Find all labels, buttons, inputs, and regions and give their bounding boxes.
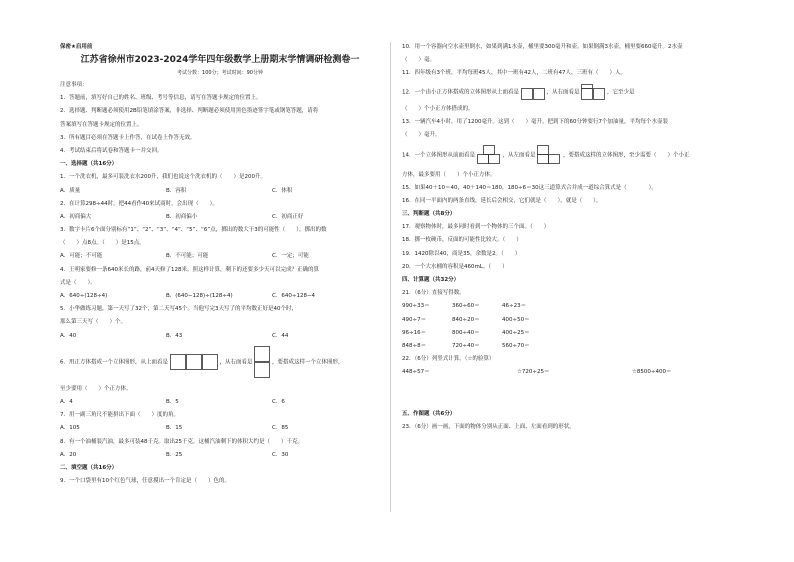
left-column (60, 44, 380, 491)
question-5-options (60, 333, 380, 340)
question-10-cont: （ ）毫。 (402, 57, 436, 64)
question-2-options (60, 214, 380, 221)
q14-front-view-figure (477, 145, 501, 165)
option[interactable]: A．可能；不可能 (60, 253, 103, 260)
option[interactable]: B．43 (166, 332, 183, 339)
calc-item: 720÷40＝ (452, 342, 480, 349)
confidential-label: 保密★启用前 (60, 44, 93, 50)
question-11: 11．四年级有3个班，平均每班45人，其中一班有42人，二班有47人，三班有（ ）人。 (402, 70, 626, 77)
option[interactable]: A．4 (60, 398, 73, 405)
note-item: 1．答题前，填写好自己的姓名、班级、考号等信息，请写在答题卡规定的位置上。 (60, 95, 262, 102)
right-view-figure (254, 346, 270, 378)
calc-row (402, 303, 722, 310)
calc-row (402, 317, 722, 324)
question-10: 10．用一个容器向空水壶里倒水，如果到满1水壶，桶里要300毫升和壶。如果倒满3水壶，桶里要660毫升。2水壶 (402, 44, 683, 50)
option[interactable]: B．15 (166, 425, 183, 432)
calc-item: ☆720÷25＝ (517, 369, 550, 376)
section-calc-heading: 四、计算题（共32分） (402, 277, 460, 283)
option[interactable]: B．容积 (166, 187, 187, 194)
calc-item: 840÷20＝ (452, 316, 480, 323)
option[interactable]: A．20 (60, 451, 77, 458)
option[interactable]: B．5 (166, 398, 179, 405)
option[interactable]: C．85 (272, 425, 289, 432)
calc-row (402, 343, 722, 350)
option[interactable]: C．6 (272, 398, 285, 405)
question-17: 17．观察物体时，最多同时看到一个物体的三个面。（ ） (402, 224, 550, 231)
section-fill-heading: 二、填空题（共16分） (60, 464, 118, 471)
calc-item: 400÷25＝ (502, 329, 530, 336)
question-13-cont: （ ）毫升。 (402, 132, 441, 139)
note-item: 4．考试结束后将试卷和答题卡一并交回。 (60, 147, 163, 154)
question-9: 9．一个口袋里有10个红色气球，任意摸出一个肯定是（ ）色的。 (60, 478, 231, 485)
question-4-options (60, 293, 380, 300)
option[interactable]: A．初商偏大 (60, 213, 92, 220)
question-5: 5．小华做练习题，第一天写了32个，第二天写45个。当他写完3天写了的平均数正好是40个时， (60, 306, 297, 313)
answer-space (402, 383, 722, 411)
note-item: 2．选择题、判断题必须使用2B铅笔填涂答案，非选择、判断题必须使用黑色墨迹签字笔或钢笔答题，请将 (60, 108, 319, 115)
question-12: 12．一个由小正方体搭成的立体图形从上面看是 ，从右面看是 ，它至少是 (402, 84, 722, 100)
option[interactable]: B．初商偏小 (166, 213, 198, 220)
question-1-options (60, 188, 380, 195)
option[interactable]: C．一定；可能 (272, 253, 309, 260)
option[interactable]: B．25 (166, 451, 183, 458)
question-18: 18．掷一枚硬币，反面的可能性比较大。（ ） (402, 237, 522, 244)
question-23: 23．（6分）画一画，下面的物体分别从正面、上面、左面看到的形状。 (402, 423, 575, 430)
calc-item: 490÷7＝ (402, 316, 427, 323)
question-19: 19．1420除以40，商是35，余数是2。（ ） (402, 250, 521, 257)
option[interactable]: C．30 (272, 451, 289, 458)
calc-item: 800÷40＝ (452, 329, 480, 336)
option[interactable]: A．105 (60, 425, 80, 432)
option[interactable]: B．(640−128)÷(128÷4) (166, 293, 233, 299)
note-item: 答案填写在答题卡规定的位置上。 (60, 121, 143, 128)
option[interactable]: A．质量 (60, 187, 81, 194)
question-14-cont: 方体，最多要用（ ）个小正方体。 (402, 171, 496, 178)
calc-item: ☆8500÷400＝ (632, 369, 672, 376)
calc-row (402, 330, 722, 337)
question-3-cont: （ ）点8点。（ ）是15点。 (60, 240, 145, 247)
question-22: 22．（6分）列竖式计算。（☆的验算） (402, 356, 495, 363)
question-6: 6．用正方体搭成一个立体图形，从上面看是 ，从右面看是 ，要搭成这样一个立体图形， (60, 346, 380, 378)
section-draw-heading: 五、作图题（共6分） (402, 410, 456, 417)
question-21: 21．（6分）直接写得数。 (402, 290, 465, 297)
question-14: 14．一个立体图形从前面看是 ，从左面看是 ，要搭成这样的立体图形，至少需要（ ）个小正 (402, 145, 722, 165)
question-13: 13．一辆汽车4小时，用了1200毫升。这到（ ）毫升。把到下的60分钟要行7个加油量，平均每个水壶装 (402, 118, 668, 125)
option[interactable]: C．44 (272, 332, 289, 339)
question-7-options (60, 425, 380, 432)
question-8-options (60, 452, 380, 459)
question-2: 2．在计算298÷44时，把44看作40来试商时，会出现（ ）。 (60, 200, 218, 207)
section-judge-heading: 三、判断题（共8分） (402, 211, 456, 218)
option[interactable]: C．初商正好 (272, 213, 304, 220)
q14-left-view-figure (537, 145, 561, 165)
exam-meta: 考试分数：100分；考试时间：90分钟 (177, 70, 263, 76)
calc-item: 560÷70＝ (502, 342, 530, 349)
question-4: 4．王明家要修一条640米长的路，前4天修了128米。照这样计算，剩下的还要多少天可以完成？正确的算 (60, 266, 319, 273)
calc-item: 400÷50＝ (502, 316, 530, 323)
option[interactable]: A．640÷(128÷4) (60, 293, 108, 299)
top-view-figure (170, 354, 218, 370)
question-3: 3．数字卡片6个面分别标有“1”、“2”、“3”、“4”、“5”、“6”点，掷出的数大于3的可能性（ ），掷出的数 (60, 227, 327, 234)
calc-item: 360÷60＝ (452, 303, 480, 310)
question-4-cont: 式是（ ）。 (60, 279, 96, 286)
column-divider (390, 42, 391, 512)
section-choice-heading: 一、选择题（共16分） (60, 161, 118, 168)
calc-item: 848÷8＝ (402, 342, 427, 349)
question-3-options (60, 253, 380, 260)
notes-heading: 注意事项： (60, 82, 88, 88)
question-6-options (60, 399, 380, 406)
question-16: 16．在同一平面内的两条直线，延长后会相交，它们就是（ ），就是（ ）。 (402, 197, 602, 204)
question-15: 15．如果40＋10＝40，40＋140＝180，180÷6＝30这三道算式合并成一道综合算式是（ ）。 (402, 184, 657, 191)
question-12-cont: （ ）个小正方体搭成的。 (402, 105, 474, 112)
question-5-cont: 那么第三天写（ ）个。 (60, 319, 127, 326)
vertical-calc-row (402, 369, 722, 376)
option[interactable]: A．40 (60, 332, 77, 339)
question-20: 20．一个大水桶的容积是460mL。（ ） (402, 263, 508, 270)
question-7: 7．用一副三角尺不能拼出下面（ ）度的角。 (60, 412, 180, 419)
option[interactable]: B．不可能；可能 (166, 253, 209, 260)
page-title: 江苏省徐州市2023-2024学年四年级数学上册期末学情调研检测卷一 (80, 55, 360, 65)
calc-item: 96÷16＝ (402, 329, 427, 336)
question-8: 8．有一个油桶装汽油，最多可装48千克。取出25千克，这桶汽油剩下的体积大约是（ ）千克。 (60, 438, 303, 445)
question-1: 1．一个洗衣机，最多可装洗衣水200升，我们也说这个洗衣机的（ ）是200升。 (60, 174, 266, 181)
question-6-cont: 至少要用（ ）个正方体。 (60, 385, 132, 392)
q12-top-view-figure (521, 84, 545, 100)
option[interactable]: C．体积 (272, 187, 293, 194)
option[interactable]: C．640÷128−4 (272, 293, 316, 299)
calc-item: 990÷33＝ (402, 303, 430, 310)
q12-right-view-figure (581, 84, 605, 100)
note-item: 3．所有题目必须在答题卡上作答，在试卷上作答无效。 (60, 134, 196, 141)
calc-item: 448÷57＝ (402, 369, 430, 376)
calc-item: 46÷23＝ (502, 303, 527, 310)
right-column (402, 44, 722, 437)
